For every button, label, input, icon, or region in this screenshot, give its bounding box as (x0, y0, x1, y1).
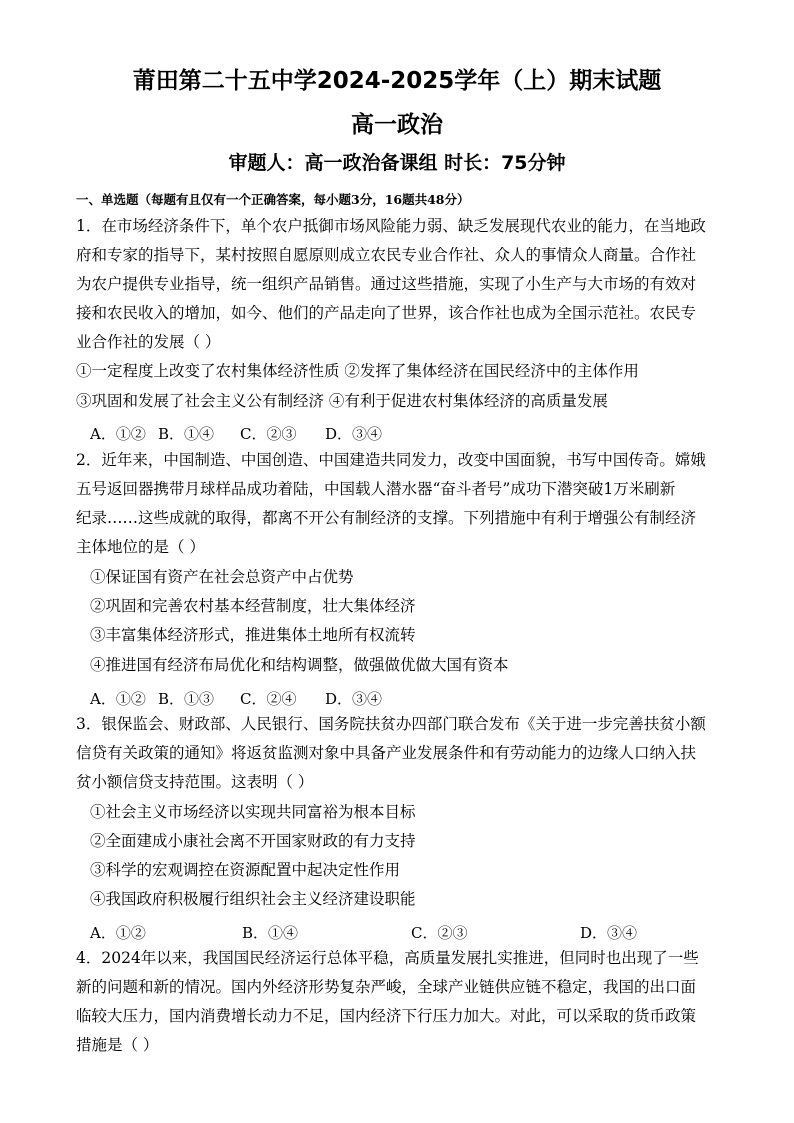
option-line: ②巩固和完善农村基本经营制度，壮大集体经济 (90, 597, 416, 615)
option-line: ①一定程度上改变了农村集体经济性质 ②发挥了集体经济在国民经济中的主体作用 (76, 362, 639, 380)
option-line: ①社会主义市场经济以实现共同富裕为根本目标 (90, 803, 416, 821)
question-text-line: 纪录……这些成就的取得，都离不开公有制经济的支撑。下列措施中有利于增强公有制经济 (76, 509, 697, 527)
option-line: ①保证国有资产在社会总资产中占优势 (90, 568, 354, 586)
question-text-line: 2．近年来，中国制造、中国创造、中国建造共同发力，改变中国面貌，书写中国传奇。嫦娥 (76, 451, 706, 469)
question-text-line: 业合作社的发展（ ） (76, 333, 221, 351)
answer-choice-d: D．③④ (325, 690, 383, 708)
question-text-line: 措施是（ ） (76, 1036, 159, 1054)
answer-choice-b: B．①④ (242, 924, 299, 942)
answer-choice-a: A．①② (90, 924, 146, 942)
question-text-line: 为农户提供专业指导，统一组织产品销售。通过这些措施，实现了小生产与大市场的有效对 (76, 275, 697, 293)
answer-choice-d: D．③④ (580, 924, 638, 942)
question-text-line: 新的问题和新的情况。国内外经济形势复杂严峻，全球产业链供应链不稳定，我国的出口面 (76, 978, 697, 996)
question-text-line: 府和专家的指导下，某村按照自愿原则成立农民专业合作社、众人的事情众人商量。合作社 (76, 246, 697, 264)
option-line: ④推进国有经济布局优化和结构调整，做强做优做大国有资本 (90, 656, 509, 674)
answer-choice-d: D．③④ (325, 425, 383, 443)
question-text-line: 信贷有关政策的通知》将返贫监测对象中具备产业发展条件和有劳动能力的边缘人口纳入扶 (76, 744, 697, 762)
option-line: ②全面建成小康社会离不开国家财政的有力支持 (90, 832, 416, 850)
question-text-line: 主体地位的是（ ） (76, 538, 205, 556)
option-line: ③丰富集体经济形式，推进集体土地所有权流转 (90, 626, 416, 644)
answer-choice-c: C．②③ (240, 425, 297, 443)
question-text-line: 4．2024年以来，我国国民经济运行总体平稳，高质量发展扎实推进，但同时也出现了一些 (76, 949, 699, 967)
option-line: ③巩固和发展了社会主义公有制经济 ④有利于促进农村集体经济的高质量发展 (76, 392, 608, 410)
answer-choice-c: C．②③ (411, 924, 468, 942)
question-text-line: 五号返回器携带月球样品成功着陆，中国载人潜水器“奋斗者号”成功下潜突破1万米刷新 (76, 480, 676, 498)
question-text-line: 接和农民收入的增加，如今、他们的产品走向了世界，该合作社也成为全国示范社。农民专 (76, 304, 697, 322)
question-text-line: 临较大压力，国内消费增长动力不足，国内经济下行压力加大。对此，可以采取的货币政策 (76, 1007, 697, 1025)
exam-title: 莆田第二十五中学2024-2025学年（上）期末试题 (132, 68, 662, 94)
option-line: ④我国政府积极履行组织社会主义经济建设职能 (90, 890, 416, 908)
option-line: ③科学的宏观调控在资源配置中起决定性作用 (90, 861, 401, 879)
subject-title: 高一政治 (351, 112, 443, 138)
section-heading: 一、单选题（每题有且仅有一个正确答案，每小题3分，16题共48分） (76, 192, 470, 207)
question-text-line: 贫小额信贷支持范围。这表明（ ） (76, 773, 314, 791)
answer-choice-b: B．①④ (158, 425, 215, 443)
question-text-line: 1．在市场经济条件下，单个农户抵御市场风险能力弱、缺乏发展现代农业的能力，在当地政 (76, 217, 706, 235)
answer-choice-b: B．①③ (158, 690, 215, 708)
question-text-line: 3．银保监会、财政部、人民银行、国务院扶贫办四部门联合发布《关于进一步完善扶贫小额 (76, 715, 706, 733)
answer-choice-a: A．①② (90, 690, 146, 708)
exam-meta: 审题人：高一政治备课组 时长：75分钟 (228, 152, 566, 174)
answer-choice-c: C．②④ (240, 690, 297, 708)
answer-choice-a: A．①② (90, 425, 146, 443)
